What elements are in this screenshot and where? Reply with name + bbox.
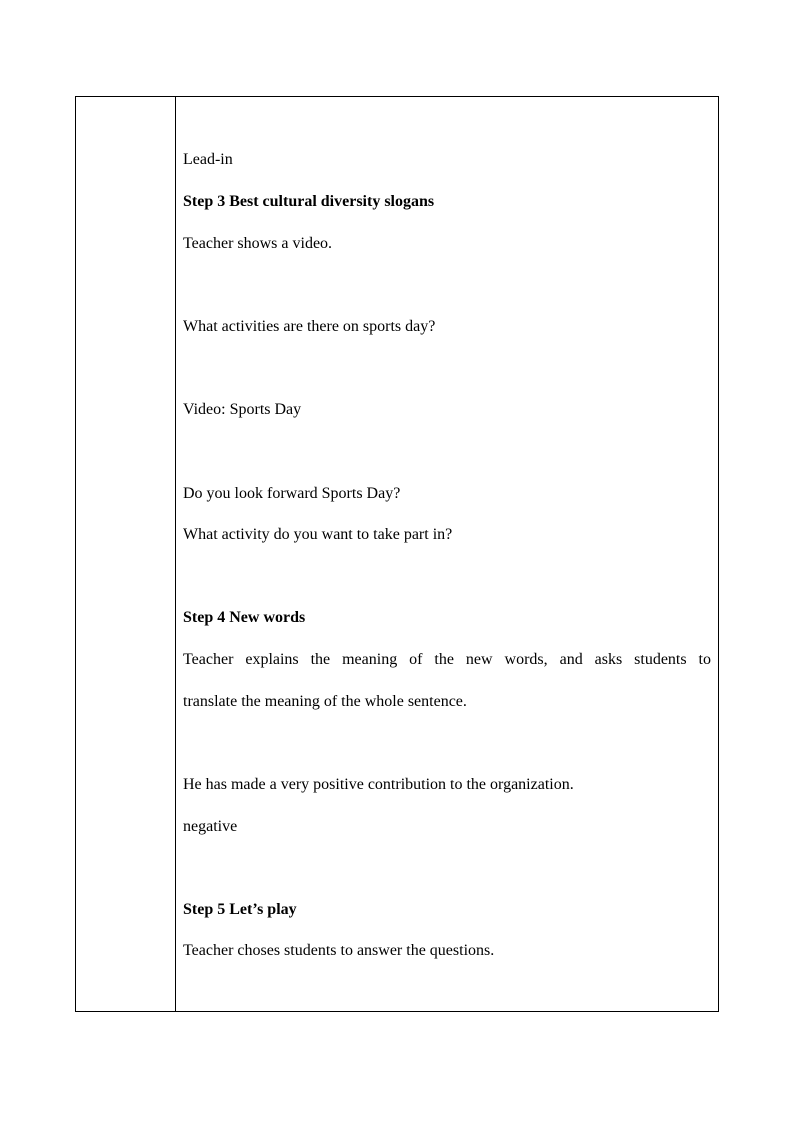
question-look-forward: Do you look forward Sports Day?	[183, 485, 401, 502]
lesson-table	[75, 96, 719, 1012]
step5-heading: Step 5 Let’s play	[183, 901, 297, 918]
example-sentence: He has made a very positive contribution to the organization.	[183, 776, 574, 793]
question-activity: What activity do you want to take part in?	[183, 526, 453, 543]
step4-text-line2: translate the meaning of the whole sentence.	[183, 693, 467, 710]
word-negative: negative	[183, 818, 238, 835]
lead-in-label: Lead-in	[183, 151, 233, 168]
step4-text-line1: Teacher explains the meaning of the new words, and asks students to	[183, 651, 711, 668]
step3-heading: Step 3 Best cultural diversity slogans	[183, 193, 435, 210]
table-left-column	[76, 97, 176, 1011]
step5-text: Teacher choses students to answer the questions.	[183, 942, 495, 959]
step4-heading: Step 4 New words	[183, 609, 306, 626]
video-label: Video: Sports Day	[183, 401, 302, 418]
step3-text: Teacher shows a video.	[183, 235, 333, 252]
step3-question: What activities are there on sports day?	[183, 318, 436, 335]
